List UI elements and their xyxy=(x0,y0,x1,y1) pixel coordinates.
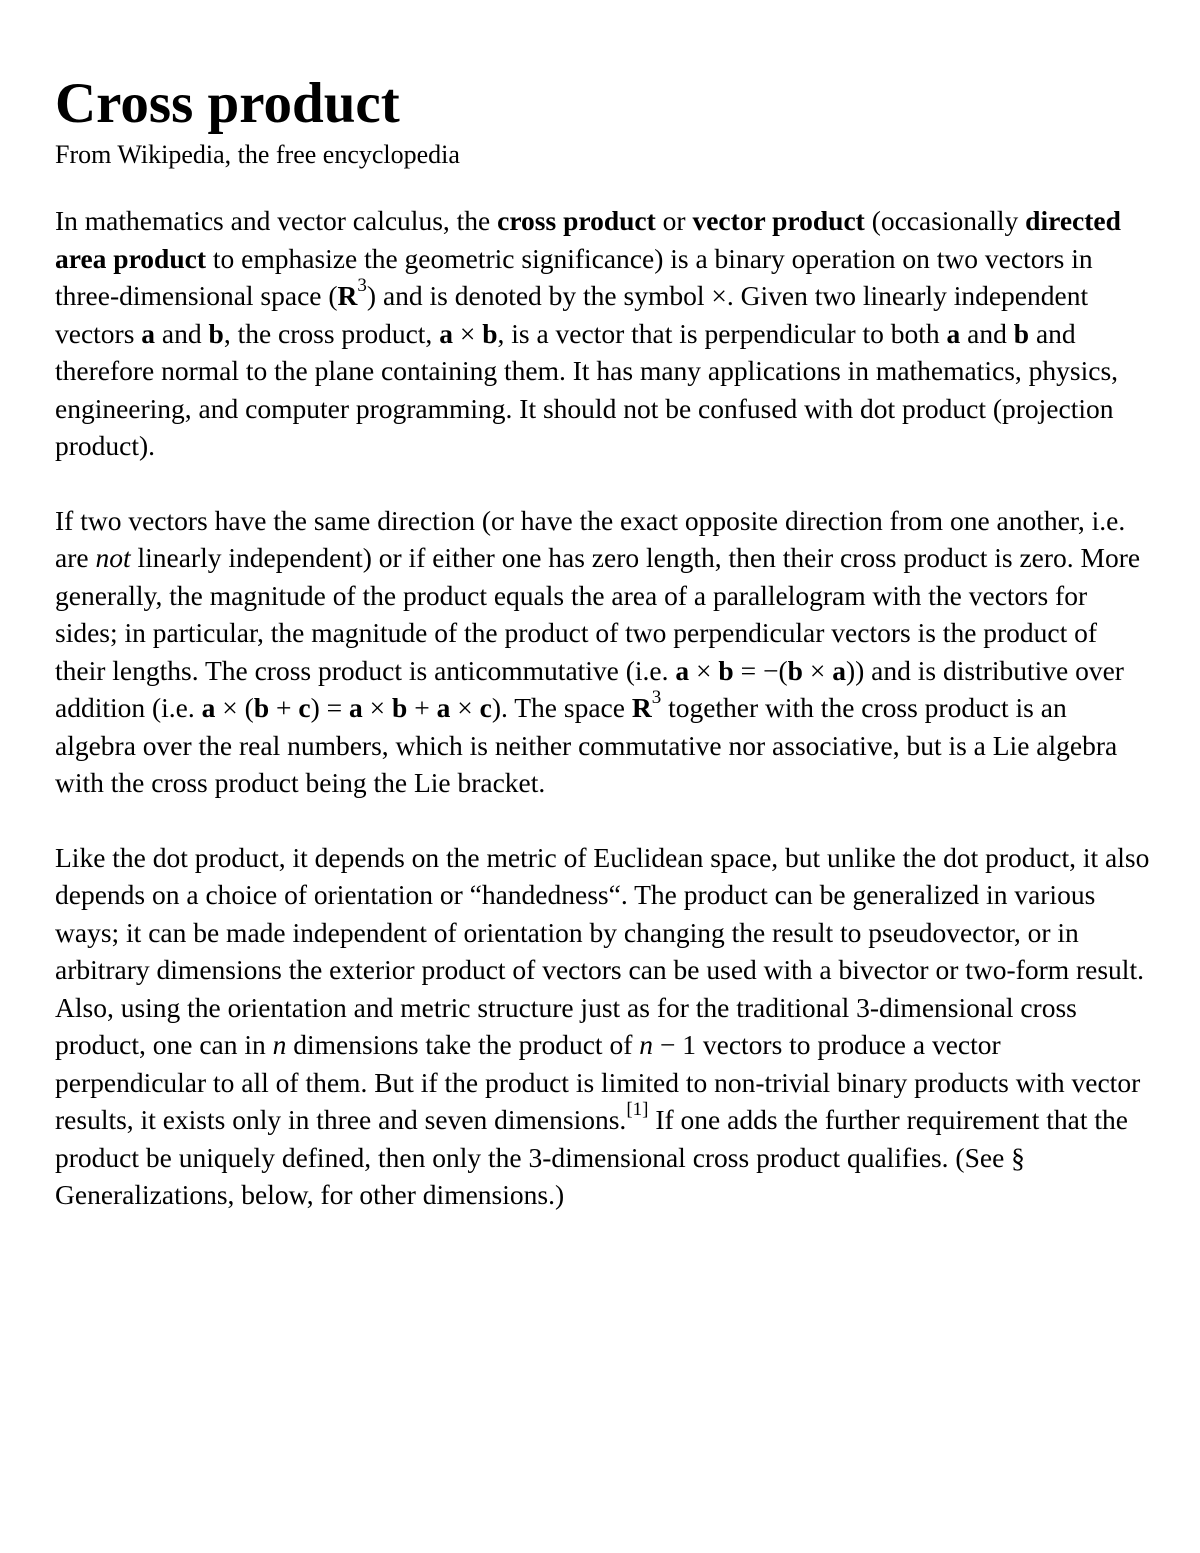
vector-symbol: a xyxy=(946,317,961,349)
page-title: Cross product xyxy=(55,72,400,135)
vector-symbol: c xyxy=(298,692,311,723)
vector-symbol: a xyxy=(439,317,453,349)
text-run: = −( xyxy=(733,654,788,686)
vector-symbol: b xyxy=(1013,317,1030,349)
text-run: × ( xyxy=(215,692,254,723)
bold-term: directed area product xyxy=(55,205,1121,274)
superscript: 3 xyxy=(357,274,367,296)
text-run: ) = xyxy=(310,692,350,723)
vector-symbol: a xyxy=(436,692,451,723)
text-run: or xyxy=(655,205,693,236)
vector-symbol: b xyxy=(253,692,270,723)
vector-symbol: a xyxy=(675,654,690,686)
superscript: 3 xyxy=(651,686,662,708)
text-run: ). The space xyxy=(491,692,632,723)
text-run: together with the cross product is an algebra over the real numbers, which is neither commutative nor associative, but is a Lie algebra with the cross product being the Lie bracket. xyxy=(55,692,1118,798)
text-run: dimensions take the product of xyxy=(286,1029,640,1060)
bold-term: vector product xyxy=(692,205,865,236)
italic-term: n xyxy=(272,1029,287,1060)
vector-symbol: b xyxy=(482,317,498,349)
italic-term: not xyxy=(95,542,131,573)
text-run: − 1 vectors to produce a vector perpendicular to all of them. But if the product is limited to non-trivial binary products with vector results, it exists only in three and seven dimensions. xyxy=(55,1029,1141,1135)
text-run: If two vectors have the same direction (or have the exact opposite direction from one another, i.e. are xyxy=(55,504,1126,573)
text-run: × xyxy=(802,654,833,686)
vector-symbol: a xyxy=(349,692,363,723)
vector-symbol: a xyxy=(832,654,846,686)
vector-symbol: R xyxy=(631,692,652,723)
vector-symbol: a xyxy=(141,317,156,349)
text-run: ) and is denoted by the symbol ×. Given two linearly independent vectors xyxy=(55,280,1089,349)
vector-symbol: b xyxy=(718,654,734,686)
text-run: , the cross product, xyxy=(223,317,440,349)
text-run: to emphasize the geometric significance) is a binary operation on two vectors in three-dimensional space ( xyxy=(55,242,1093,311)
italic-term: n xyxy=(639,1029,653,1060)
vector-symbol: a xyxy=(201,692,216,723)
article xyxy=(55,70,1150,1214)
text-run: In mathematics and vector calculus, the xyxy=(55,205,498,236)
bold-term: cross product xyxy=(497,205,656,236)
vector-symbol: R xyxy=(337,280,358,311)
text-run: × xyxy=(362,692,393,723)
text-run: and xyxy=(960,317,1014,349)
text-run: × xyxy=(450,692,480,723)
text-run: (occasionally xyxy=(864,205,1026,236)
text-run: + xyxy=(269,692,299,723)
paragraph-intro xyxy=(55,202,1150,465)
text-run: Like the dot product, it depends on the metric of Euclidean space, but unlike the dot product, it also depends on a choice of orientation or “handedness“. The product can be generalized in various ways; it can be made independent of orientation by changing the result to pseudovector, or in arbitrary dimensions the exterior product of vectors can be used with a bivector or two-form result. Also, using the orientation and metric structure just as for the traditional 3-dimensional cross product, one can in xyxy=(55,841,1150,1060)
citation-ref[interactable]: [1] xyxy=(626,1098,649,1120)
text-run: × xyxy=(452,317,483,349)
text-run: × xyxy=(689,654,719,686)
vector-symbol: b xyxy=(208,317,224,349)
text-run: and xyxy=(155,317,209,349)
text-run: linearly independent) or if either one has zero length, then their cross product is zero. More generally, the magnitude of the product equals the area of a parallelogram with the vectors for sides; in particular, the magnitude of the product of two perpendicular vectors is the product of their lengths. The cross product is anticommutative (i.e. xyxy=(55,542,1141,686)
text-run: )) and is distributive over addition (i.e. xyxy=(55,654,1124,723)
vector-symbol: b xyxy=(787,654,803,686)
vector-symbol: c xyxy=(479,692,492,723)
text-run: If one adds the further requirement that the product be uniquely defined, then only the 3-dimensional cross product qualifies. (See § Generalizations, below, for other dimensions.) xyxy=(55,1104,1128,1210)
text-run: and therefore normal to the plane containing them. It has many applications in mathematics, physics, engineering, and computer programming. It should not be confused with dot product (projection product). xyxy=(55,317,1119,461)
page-subtitle: From Wikipedia, the free encyclopedia xyxy=(55,140,460,169)
paragraph-properties xyxy=(55,502,1150,802)
text-run: , is a vector that is perpendicular to both xyxy=(497,317,947,349)
vector-symbol: b xyxy=(392,692,408,723)
paragraph-generalizations xyxy=(55,839,1150,1214)
text-run: + xyxy=(407,692,437,723)
